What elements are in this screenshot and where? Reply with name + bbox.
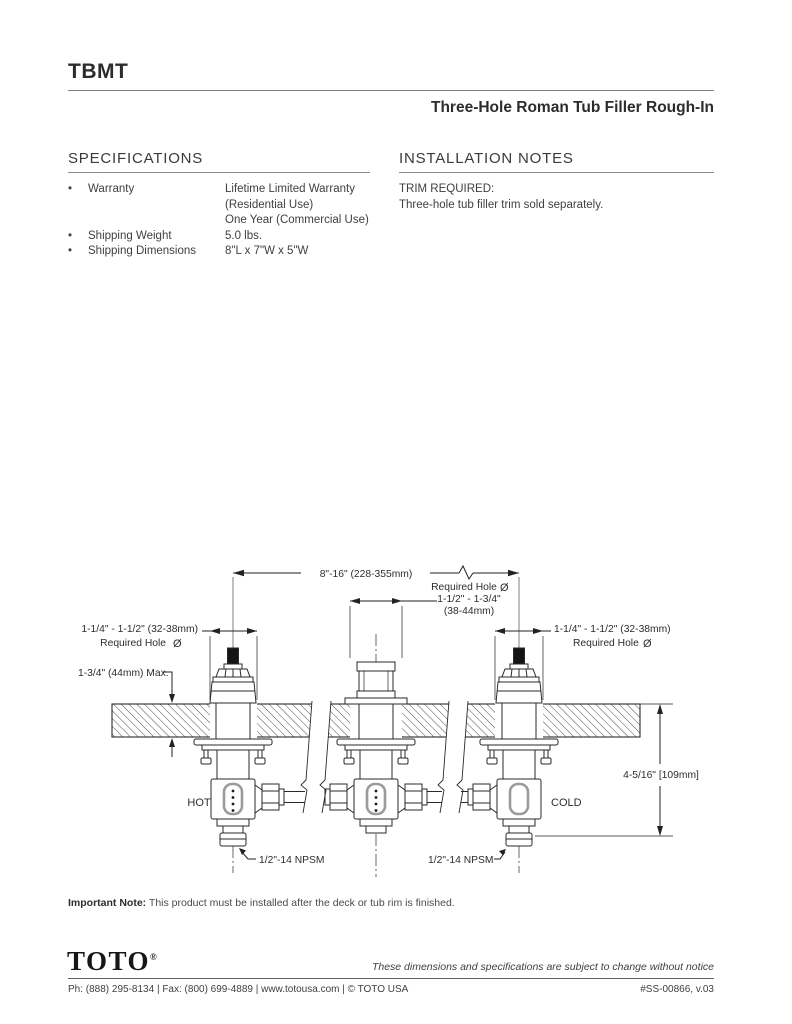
spec-value-line: Lifetime Limited Warranty <box>225 183 355 195</box>
center-valve-drawing <box>325 634 442 877</box>
footer-doc-number: #SS-00866, v.03 <box>640 984 714 995</box>
diameter-icon: Ø <box>500 582 509 594</box>
footer-rule <box>68 978 714 979</box>
diameter-icon: Ø <box>643 638 652 650</box>
spec-value-line: One Year (Commercial Use) <box>225 214 369 226</box>
installation-notes-section <box>399 150 714 213</box>
bullet-icon: • <box>68 183 73 195</box>
center-hole-label-line1: Required Hole <box>431 582 497 593</box>
specifications-section <box>68 150 370 260</box>
installation-notes-heading: INSTALLATION NOTES <box>399 150 714 173</box>
right-hole-label-line1: 1-1/4" - 1-1/2" (32-38mm) <box>554 624 671 635</box>
spec-row-shipping-weight <box>68 229 370 245</box>
hot-label: HOT <box>187 797 211 809</box>
important-note-label: Important Note: <box>68 897 147 909</box>
installation-notes-body <box>399 182 714 213</box>
span-dimension-label: 8"-16" (228-355mm) <box>319 569 413 580</box>
spec-value: 5.0 lbs. <box>225 229 263 242</box>
specifications-list <box>68 182 370 260</box>
diameter-icon: Ø <box>173 638 182 650</box>
footer-disclaimer: These dimensions and specifications are subject to change without notice <box>371 961 714 973</box>
spec-label: Warranty <box>88 183 135 195</box>
footer-contact: Ph: (888) 295-8134 | Fax: (800) 699-4889 | www.totousa.com | © TOTO USA <box>68 984 409 995</box>
right-hole-label-line2: Required Hole <box>573 638 639 649</box>
spec-value <box>225 182 370 229</box>
npsm-right-label: 1/2"-14 NPSM <box>428 855 494 866</box>
spec-label: Shipping Weight <box>88 229 172 242</box>
cold-label: COLD <box>551 797 582 809</box>
toto-logo-text: TOTO <box>67 946 151 976</box>
spec-value: 8"L x 7"W x 5"W <box>225 245 309 257</box>
registered-mark-icon: ® <box>150 952 157 962</box>
trim-required-title: TRIM REQUIRED: <box>399 183 495 195</box>
bullet-icon: • <box>68 245 73 257</box>
depth-dimension-label: 4-5/16" [109mm] <box>623 770 699 781</box>
important-note <box>68 897 455 909</box>
trim-required-text: Three-hole tub filler trim sold separately. <box>399 198 604 211</box>
product-code: TBMT <box>68 60 129 83</box>
center-hole-label-line2: 1-1/2" - 1-3/4" <box>437 594 501 605</box>
important-note-text: This product must be installed after the deck or tub rim is finished. <box>148 897 455 909</box>
center-hole-label-line3: (38-44mm) <box>443 606 495 617</box>
left-hole-label-line1: 1-1/4" - 1-1/2" (32-38mm) <box>81 624 198 635</box>
spec-label: Shipping Dimensions <box>88 245 197 257</box>
rough-in-diagram <box>60 550 760 890</box>
product-title: Three-Hole Roman Tub Filler Rough-In <box>430 99 714 116</box>
spec-row-warranty <box>68 182 370 229</box>
bullet-icon: • <box>68 229 73 242</box>
npsm-left-label: 1/2"-14 NPSM <box>259 855 325 866</box>
spec-row-shipping-dimensions <box>68 244 370 260</box>
left-hole-label-line2: Required Hole <box>100 638 166 649</box>
header-rule <box>68 90 714 91</box>
specifications-heading: SPECIFICATIONS <box>68 150 370 173</box>
spec-value-line: (Residential Use) <box>225 198 314 211</box>
footer-row <box>68 984 714 995</box>
deck-thickness-label: 1-3/4" (44mm) Max. <box>78 668 169 679</box>
